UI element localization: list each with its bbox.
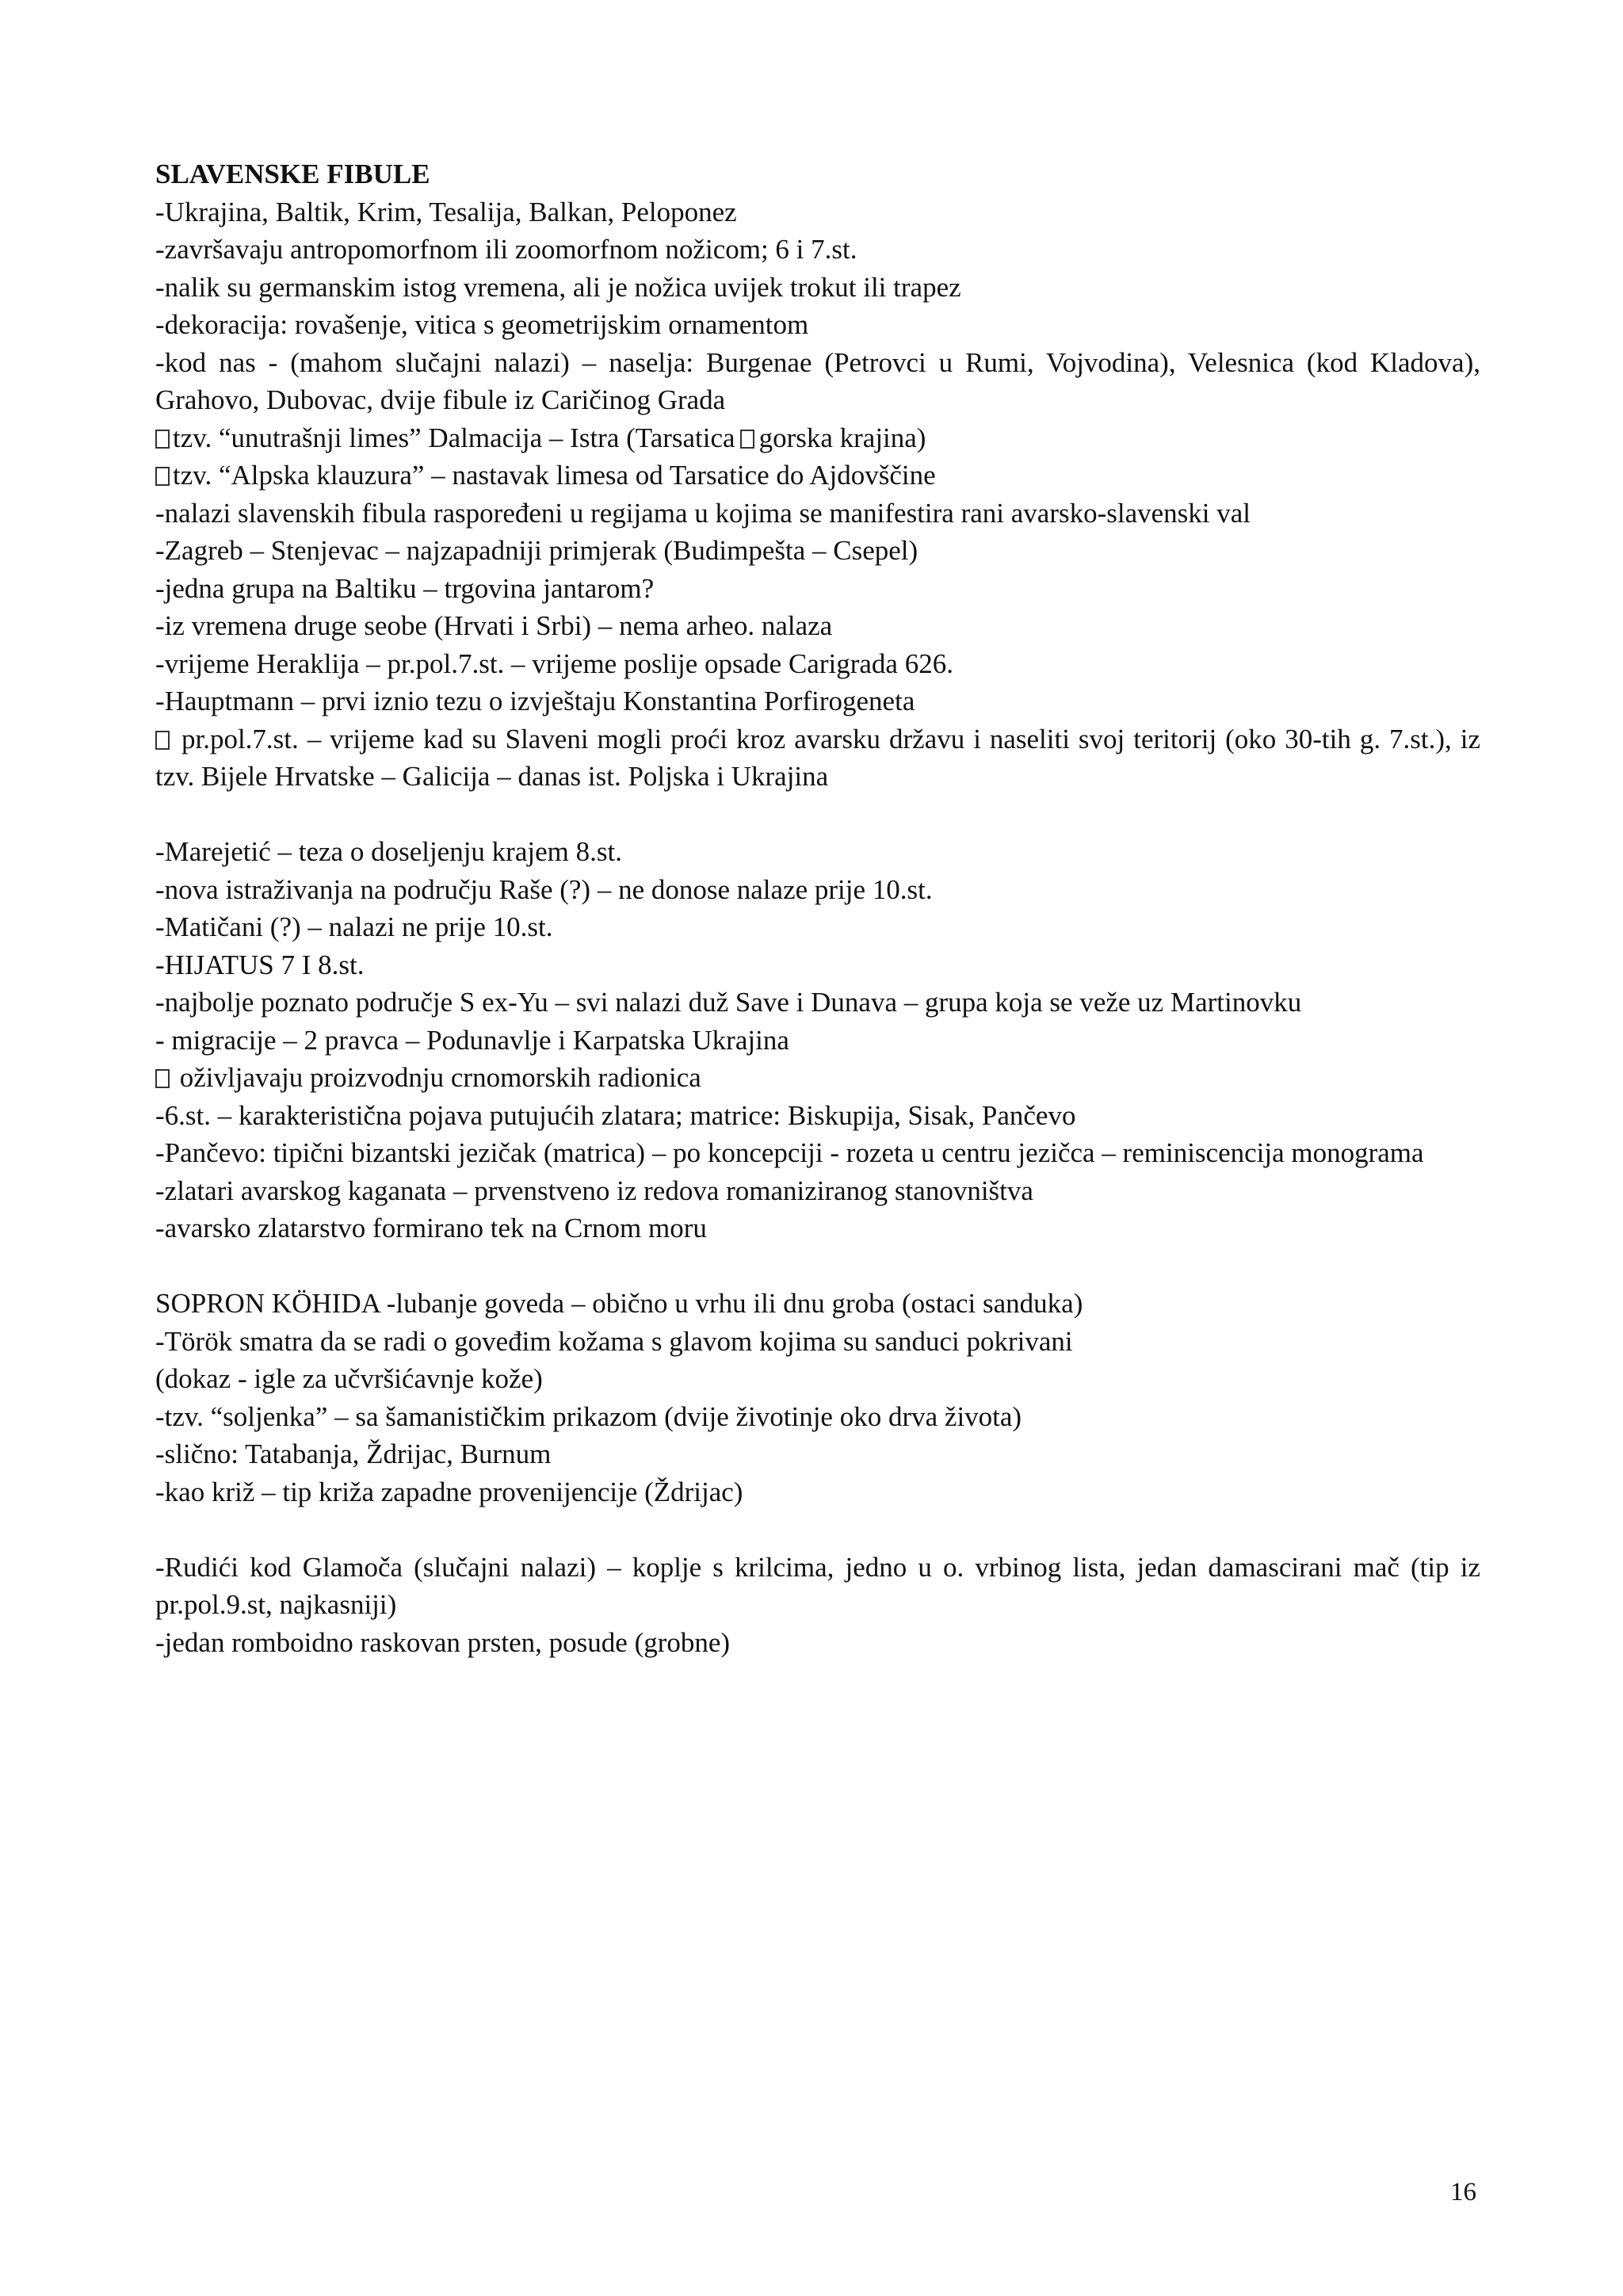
text-line bbox=[155, 1059, 1480, 1097]
text-line: -nova istraživanja na području Raše (?) – ne donose nalaze prije 10.st. bbox=[155, 873, 933, 905]
text-line: -dekoracija: rovašenje, vitica s geometrijskim ornamentom bbox=[155, 309, 809, 340]
text-line: (dokaz - igle za učvršićavnje kože) bbox=[155, 1363, 543, 1394]
text-paragraph: -najbolje poznato područje S ex-Yu – svi nalazi duž Save i Dunava – grupa koja se veže uz Martinovku bbox=[155, 987, 1302, 1018]
text-segment: tzv. “unutrašnji limes” Dalmacija – Istra (Tarsatica bbox=[173, 422, 735, 453]
text-line: -zlatari avarskog kaganata – prvenstveno iz redova romaniziranog stanovništva bbox=[155, 1175, 1033, 1206]
text-line: -jedna grupa na Baltiku – trgovina jantarom? bbox=[155, 572, 655, 604]
text-line: -Hauptmann – prvi iznio tezu o izvještaju Konstantina Porfirogeneta bbox=[155, 686, 915, 716]
text-line: -Ukrajina, Baltik, Krim, Tesalija, Balkan, Peloponez bbox=[155, 196, 737, 227]
text-line: -Török smatra da se radi o goveđim kožama s glavom kojima su sanduci pokrivani bbox=[155, 1325, 1073, 1357]
text-line: -slično: Tatabanja, Ždrijac, Burnum bbox=[155, 1438, 552, 1469]
text-line: -HIJATUS 7 I 8.st. bbox=[155, 949, 365, 980]
text-line: -6.st. – karakteristična pojava putujućih zlatara; matrice: Biskupija, Sisak, Pančevo bbox=[155, 1099, 1076, 1131]
missing-glyph-icon bbox=[155, 430, 170, 449]
text-paragraph: -kod nas - (mahom slučajni nalazi) – naselja: Burgenae (Petrovci u Rumi, Vojvodina), Velesnica (kod Kladova), Grahovo, Dubovac, dvije fibule iz Caričinog Grada bbox=[155, 346, 1480, 415]
text-line: -jedan romboidno raskovan prsten, posude (grobne) bbox=[155, 1626, 731, 1658]
document-title: SLAVENSKE FIBULE bbox=[155, 159, 430, 189]
text-line: -avarsko zlatarstvo formirano tek na Crnom moru bbox=[155, 1213, 707, 1244]
paragraph-gap bbox=[155, 1247, 1480, 1286]
text-line bbox=[155, 457, 1480, 495]
missing-glyph-icon bbox=[155, 731, 170, 750]
paragraph-gap bbox=[155, 1511, 1480, 1549]
text-paragraph bbox=[155, 720, 1480, 796]
text-paragraph: -Rudići kod Glamoča (slučajni nalazi) – koplje s krilcima, jedno u o. vrbinog lista, jedan damascirani mač (tip iz pr.pol.9.st, najkasniji) bbox=[155, 1551, 1480, 1620]
text-segment: oživljavaju proizvodnju crnomorskih radionica bbox=[179, 1062, 701, 1093]
text-paragraph: -Pančevo: tipični bizantski jezičak (matrica) – po koncepciji - rozeta u centru jezičca – reminiscencija monograma bbox=[155, 1137, 1424, 1168]
page-body bbox=[155, 155, 1480, 1661]
text-line: - migracije – 2 pravca – Podunavlje i Karpatska Ukrajina bbox=[155, 1024, 789, 1056]
text-line: -tzv. “soljenka” – sa šamanističkim prikazom (dvije životinje oko drva života) bbox=[155, 1400, 1022, 1432]
text-line: -završavaju antropomorfnom ili zoomorfnom nožicom; 6 i 7.st. bbox=[155, 234, 857, 265]
text-line: SOPRON KÖHIDA -lubanje goveda – obično u vrhu ili dnu groba (ostaci sanduka) bbox=[155, 1288, 1083, 1319]
text-segment: pr.pol.7.st. – vrijeme kad su Slaveni mogli proći kroz avarsku državu i naseliti svoj teritorij (oko 30-tih g. 7.st.), iz tzv. Bijele Hrvatske – Galicija – danas ist. Poljska i Ukrajina bbox=[155, 723, 1480, 792]
text-segment: tzv. “Alpska klauzura” – nastavak limesa od Tarsatice do Ajdovščine bbox=[173, 460, 936, 491]
text-line: -nalik su germanskim istog vremena, ali je nožica uvijek trokut ili trapez bbox=[155, 271, 961, 303]
text-line: -Marejetić – teza o doseljenju krajem 8.st. bbox=[155, 836, 622, 867]
paragraph-gap bbox=[155, 796, 1480, 834]
page-number: 16 bbox=[1450, 2178, 1476, 2206]
missing-glyph-icon bbox=[155, 1069, 170, 1088]
missing-glyph-icon bbox=[155, 467, 170, 486]
text-segment: gorska krajina) bbox=[758, 422, 926, 453]
text-line: -iz vremena druge seobe (Hrvati i Srbi) – nema arheo. nalaza bbox=[155, 610, 833, 641]
missing-glyph-icon bbox=[740, 430, 754, 449]
text-line: -Matičani (?) – nalazi ne prije 10.st. bbox=[155, 911, 553, 942]
text-line: -Zagreb – Stenjevac – najzapadniji primjerak (Budimpešta – Csepel) bbox=[155, 535, 918, 566]
text-line: -nalazi slavenskih fibula raspoređeni u regijama u kojima se manifestira rani avarsko-slavenski val bbox=[155, 497, 1251, 529]
text-line: -vrijeme Heraklija – pr.pol.7.st. – vrijeme poslije opsade Carigrada 626. bbox=[155, 648, 953, 679]
text-line bbox=[155, 419, 1480, 457]
text-line: -kao križ – tip križa zapadne provenijencije (Ždrijac) bbox=[155, 1476, 743, 1507]
